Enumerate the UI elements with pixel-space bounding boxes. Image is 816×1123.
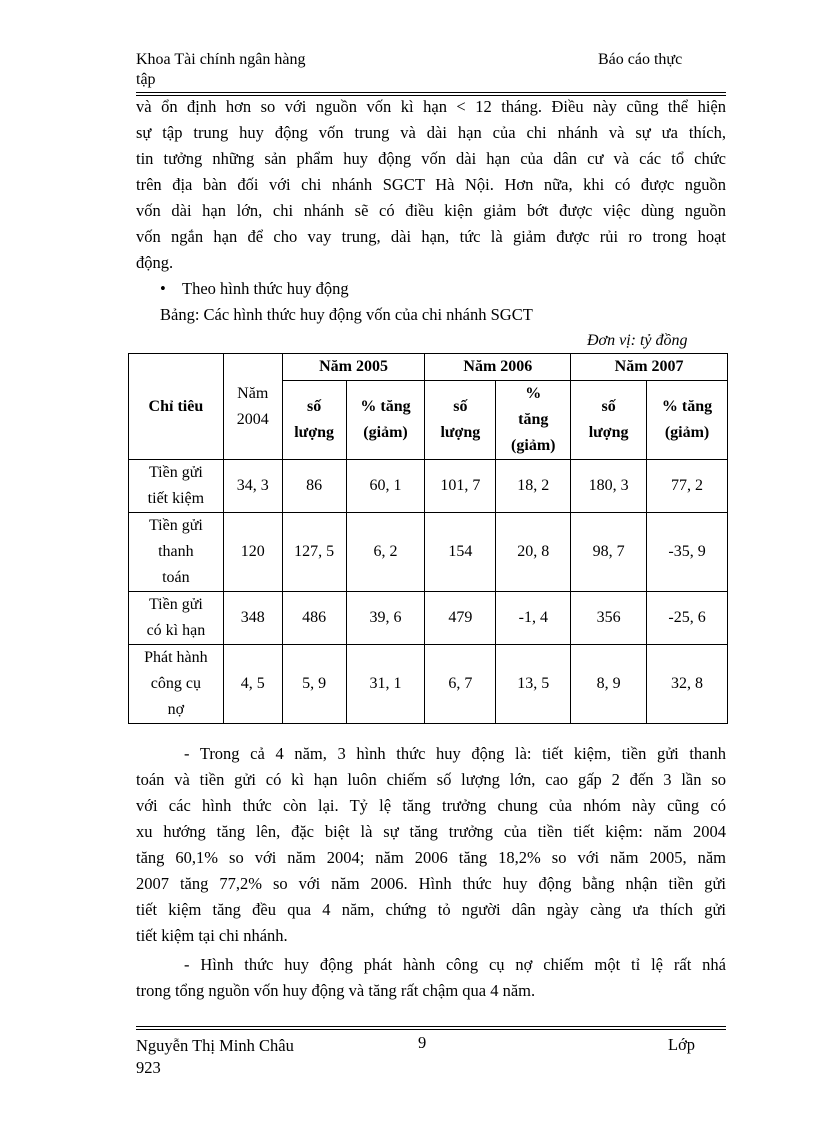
cell: 154: [425, 513, 496, 592]
header-chitieu: Chỉ tiêu: [129, 354, 224, 460]
header-faculty-line2: tập: [136, 71, 156, 88]
cell: 60, 1: [346, 460, 425, 513]
subheader-quantity: số lượng: [571, 381, 647, 460]
header-year-2004-line2: 2004: [236, 410, 269, 428]
table-unit: Đơn vị: tỷ đồng: [587, 332, 688, 349]
header-faculty-line1: Khoa Tài chính ngân hàng: [136, 51, 306, 68]
text-line: vốn dài hạn lớn, chi nhánh sẽ có điều kiện giảm bớt được việc dùng nguồn: [136, 201, 726, 220]
table-row: [129, 592, 728, 645]
row-label: Tiền gửi thanh toán: [129, 513, 224, 592]
cell: 77, 2: [647, 460, 728, 513]
cell: 8, 9: [571, 645, 647, 724]
footer-author-wrap: 923: [136, 1058, 161, 1077]
cell: 486: [282, 592, 346, 645]
text-line: - Trong cả 4 năm, 3 hình thức huy động là: tiết kiệm, tiền gửi thanh: [184, 744, 726, 763]
header-report-type: Báo cáo thực: [598, 51, 683, 68]
subheader-change: % tăng (giảm): [647, 381, 728, 460]
header-year-2004: [223, 354, 282, 460]
text-line: tin tưởng những sản phẩm huy động vốn dài hạn của dân cư và các tổ chức: [136, 149, 726, 168]
subheader-change: % tăng (giảm): [346, 381, 425, 460]
cell: -35, 9: [647, 513, 728, 592]
page-number: 9: [418, 1033, 427, 1052]
text-line: động.: [136, 253, 174, 272]
text-line: tăng 60,1% so với năm 2004; năm 2006 tăng 18,2% so với năm 2005, năm: [136, 848, 726, 867]
footer-author-name: Nguyễn Thị Minh Châu: [136, 1036, 294, 1055]
cell: 31, 1: [346, 645, 425, 724]
cell: 34, 3: [223, 460, 282, 513]
analysis-paragraph-2: [136, 952, 726, 1004]
analysis-paragraph-1: [136, 741, 726, 949]
bullet-dot-icon: •: [160, 279, 166, 298]
text-line: xu hướng tăng lên, đặc biệt là sự tăng trưởng của tiền tiết kiệm: năm 2004: [136, 822, 726, 841]
cell: 4, 5: [223, 645, 282, 724]
header-year-2005: Năm 2005: [282, 354, 425, 381]
header-faculty: [136, 50, 305, 90]
cell: 98, 7: [571, 513, 647, 592]
funding-table: [128, 353, 728, 724]
table-row: [129, 513, 728, 592]
header-year-2004-line1: Năm: [237, 384, 269, 402]
bullet-text: Theo hình thức huy động: [182, 279, 349, 298]
cell: -1, 4: [496, 592, 571, 645]
text-line: trong tổng nguồn vốn huy động và tăng rất chậm qua 4 năm.: [136, 981, 536, 1000]
text-line: với các hình thức còn lại. Tỷ lệ tăng trưởng chung của nhóm này cũng có: [136, 796, 726, 815]
cell: 120: [223, 513, 282, 592]
text-line: sự tập trung huy động vốn trung và dài hạn của chi nhánh và sự ưa thích,: [136, 123, 726, 142]
text-line: - Hình thức huy động phát hành công cụ nợ chiếm một tỉ lệ rất nhá: [184, 955, 726, 974]
footer-author: [136, 1035, 294, 1079]
text-line: 2007 tăng 77,2% so với năm 2006. Hình thức huy động bằng nhận tiền gửi: [136, 874, 726, 893]
footer-rule: [136, 1026, 726, 1030]
table-caption: Bảng: Các hình thức huy động vốn của chi nhánh SGCT: [160, 305, 533, 324]
cell: 39, 6: [346, 592, 425, 645]
cell: 5, 9: [282, 645, 346, 724]
cell: 86: [282, 460, 346, 513]
table-row: [129, 460, 728, 513]
cell: 180, 3: [571, 460, 647, 513]
subheader-quantity: số lượng: [425, 381, 496, 460]
header-year-2006: Năm 2006: [425, 354, 571, 381]
cell: 479: [425, 592, 496, 645]
cell: 18, 2: [496, 460, 571, 513]
bullet-item: [160, 278, 349, 300]
subheader-quantity: số lượng: [282, 381, 346, 460]
cell: 13, 5: [496, 645, 571, 724]
text-line: toán và tiền gửi có kì hạn luôn chiếm số lượng lớn, cao gấp 2 đến 3 lần so: [136, 770, 726, 789]
footer-class: Lớp: [668, 1035, 696, 1054]
header-year-2007: Năm 2007: [571, 354, 728, 381]
cell: 101, 7: [425, 460, 496, 513]
cell: 6, 7: [425, 645, 496, 724]
text-line: tiết kiệm tăng đều qua 4 năm, chứng tỏ người dân ngày càng ưa thích gửi: [136, 900, 726, 919]
text-line: và ổn định hơn so với nguồn vốn kì hạn < 12 tháng. Điều này cũng thể hiện: [136, 97, 726, 116]
row-label: Tiền gửi có kì hạn: [129, 592, 224, 645]
cell: 127, 5: [282, 513, 346, 592]
cell: 20, 8: [496, 513, 571, 592]
cell: 348: [223, 592, 282, 645]
cell: 356: [571, 592, 647, 645]
subheader-change: % tăng (giảm): [496, 381, 571, 460]
row-label: Tiền gửi tiết kiệm: [129, 460, 224, 513]
cell: -25, 6: [647, 592, 728, 645]
table-row: [129, 645, 728, 724]
cell: 32, 8: [647, 645, 728, 724]
text-line: tiết kiệm tại chi nhánh.: [136, 926, 288, 945]
cell: 6, 2: [346, 513, 425, 592]
intro-paragraph: [136, 94, 726, 276]
text-line: trên địa bàn đối với chi nhánh SGCT Hà Nội. Hơn nữa, khi có được nguồn: [136, 175, 726, 194]
row-label: Phát hành công cụ nợ: [129, 645, 224, 724]
text-line: vốn ngắn hạn để cho vay trung, dài hạn, tức là giảm được rủi ro trong hoạt: [136, 227, 726, 246]
